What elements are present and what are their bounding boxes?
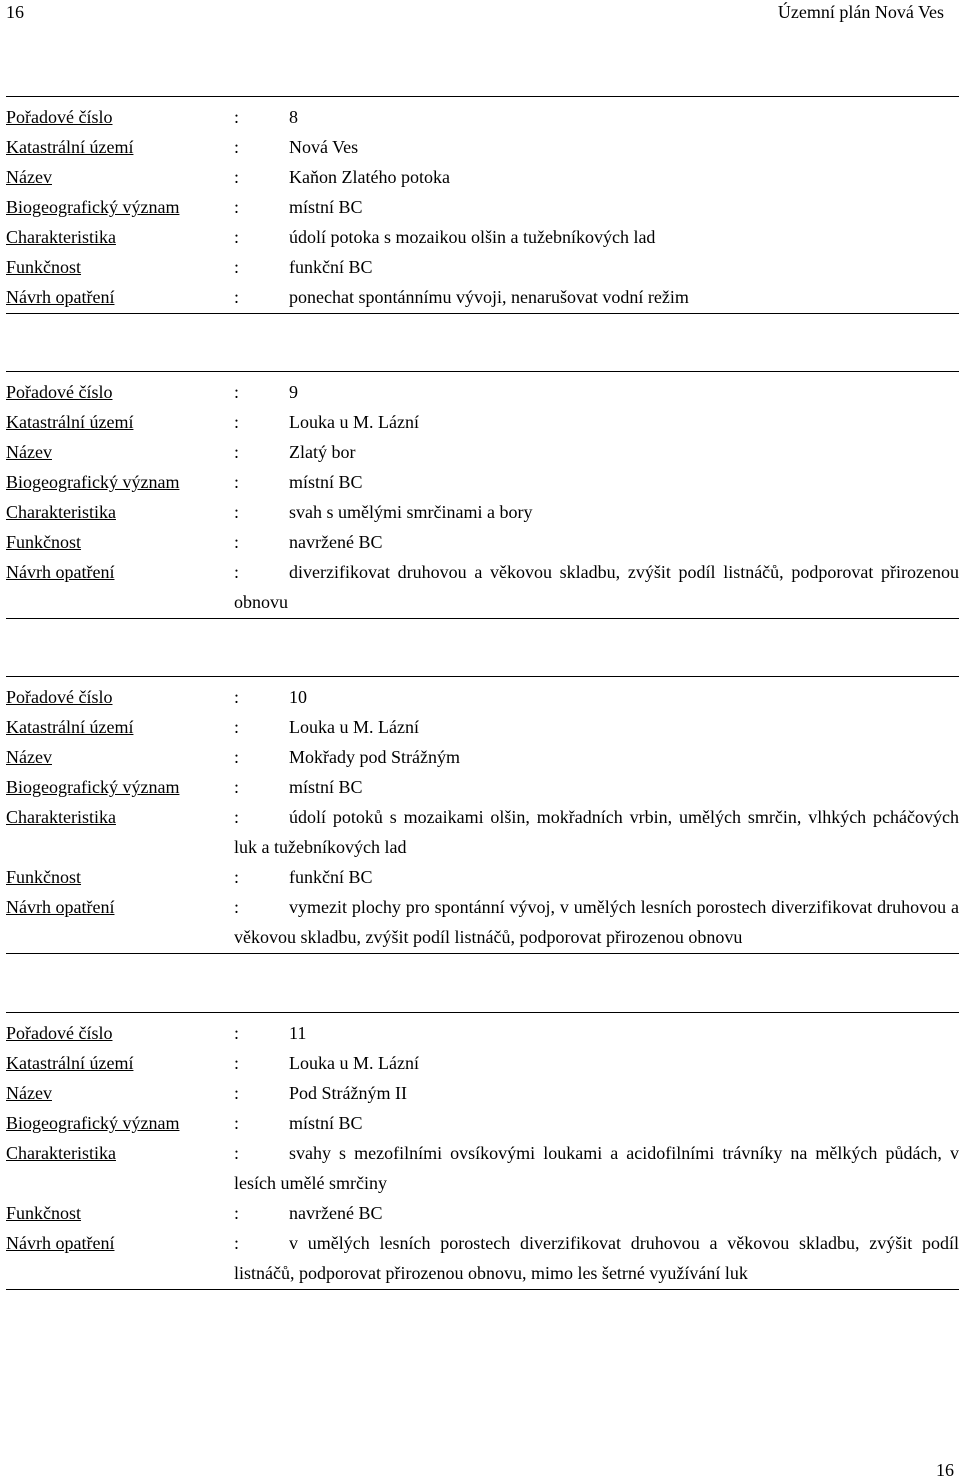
colon: : [234,1053,240,1073]
label-poradove: Pořadové číslo [6,1023,113,1043]
value-nazev: Kaňon Zlatého potoka [289,167,450,187]
colon: : [234,897,240,917]
colon: : [234,502,240,522]
row-katastralni [6,712,959,742]
bottom-rule [6,313,959,314]
bottom-rule [6,618,959,619]
value-poradove: 10 [289,687,307,707]
value-funkcnost: navržené BC [289,1203,383,1223]
label-nazev: Název [6,747,52,767]
colon: : [234,167,240,187]
value-nazev: Zlatý bor [289,442,356,462]
value-katastralni: Louka u M. Lázní [289,1053,419,1073]
value-navrh: ponechat spontánnímu vývoji, nenarušovat vodní režim [289,287,689,307]
row-charakteristika [6,497,959,527]
label-navrh: Návrh opatření [6,287,115,307]
colon: : [234,807,240,827]
row-charakteristika [6,802,959,862]
colon: : [234,1233,240,1253]
value-katastralni: Louka u M. Lázní [289,412,419,432]
label-biogeograficky: Biogeografický význam [6,1113,180,1133]
row-navrh [6,557,959,617]
value-poradove: 11 [289,1023,307,1043]
row-navrh [6,1228,959,1288]
colon: : [234,227,240,247]
value-charakteristika: údolí potoka s mozaikou olšin a tužebníkových lad [289,227,656,247]
row-funkcnost [6,527,959,557]
row-poradove [6,1018,959,1048]
value-charakteristika: údolí potoků s mozaikami olšin, mokřadních vrbin, umělých smrčin, vlhkých pcháčových luk a tužebníkových lad [234,807,959,857]
colon: : [234,562,240,582]
colon: : [234,1203,240,1223]
label-charakteristika: Charakteristika [6,502,116,522]
value-katastralni: Louka u M. Lázní [289,717,419,737]
colon: : [234,197,240,217]
colon: : [234,382,240,402]
bottom-rule [6,1289,959,1290]
label-charakteristika: Charakteristika [6,807,116,827]
row-navrh [6,892,959,952]
label-nazev: Název [6,442,52,462]
label-poradove: Pořadové číslo [6,107,113,127]
record-block [6,96,959,314]
colon: : [234,717,240,737]
label-charakteristika: Charakteristika [6,1143,116,1163]
value-biogeograficky: místní BC [289,777,363,797]
colon: : [234,1143,240,1163]
row-funkcnost [6,1198,959,1228]
row-funkcnost [6,862,959,892]
bottom-rule [6,953,959,954]
colon: : [234,442,240,462]
row-charakteristika [6,222,959,252]
record-block [6,371,959,619]
row-biogeograficky [6,467,959,497]
row-nazev [6,162,959,192]
value-navrh: vymezit plochy pro spontánní vývoj, v umělých lesních porostech diverzifikovat druhovou a věkovou skladbu, zvýšit podíl listnáčů, podporovat přirozenou obnovu [234,897,959,947]
value-poradove: 9 [289,382,298,402]
row-biogeograficky [6,192,959,222]
label-katastralni: Katastrální území [6,137,134,157]
value-poradove: 8 [289,107,298,127]
value-navrh: v umělých lesních porostech diverzifikovat druhovou a věkovou skladbu, zvýšit podíl listnáčů, podporovat přirozenou obnovu, mimo les šetrné využívání luk [234,1233,959,1283]
row-nazev [6,437,959,467]
colon: : [234,137,240,157]
colon: : [234,777,240,797]
value-nazev: Mokřady pod Strážným [289,747,460,767]
label-charakteristika: Charakteristika [6,227,116,247]
colon: : [234,532,240,552]
label-nazev: Název [6,167,52,187]
row-navrh [6,282,959,312]
label-nazev: Název [6,1083,52,1103]
value-funkcnost: funkční BC [289,257,373,277]
row-nazev [6,742,959,772]
page-header [6,2,944,26]
value-charakteristika: svah s umělými smrčinami a bory [289,502,533,522]
label-navrh: Návrh opatření [6,562,115,582]
colon: : [234,867,240,887]
row-poradove [6,102,959,132]
header-title: Územní plán Nová Ves [777,2,944,22]
row-katastralni [6,1048,959,1078]
row-poradove [6,682,959,712]
label-navrh: Návrh opatření [6,1233,115,1253]
label-biogeograficky: Biogeografický význam [6,197,180,217]
label-biogeograficky: Biogeografický význam [6,472,180,492]
row-nazev [6,1078,959,1108]
value-navrh: diverzifikovat druhovou a věkovou skladbu, zvýšit podíl listnáčů, podporovat přirozenou obnovu [234,562,959,612]
colon: : [234,107,240,127]
label-poradove: Pořadové číslo [6,687,113,707]
label-biogeograficky: Biogeografický význam [6,777,180,797]
label-funkcnost: Funkčnost [6,1203,82,1223]
value-funkcnost: navržené BC [289,532,383,552]
colon: : [234,1113,240,1133]
colon: : [234,287,240,307]
value-biogeograficky: místní BC [289,1113,363,1133]
footer-page-number: 16 [936,1460,954,1480]
label-navrh: Návrh opatření [6,897,115,917]
value-biogeograficky: místní BC [289,197,363,217]
label-katastralni: Katastrální území [6,412,134,432]
value-katastralni: Nová Ves [289,137,359,157]
colon: : [234,412,240,432]
label-funkcnost: Funkčnost [6,257,82,277]
label-funkcnost: Funkčnost [6,532,82,552]
row-biogeograficky [6,1108,959,1138]
row-funkcnost [6,252,959,282]
value-nazev: Pod Strážným II [289,1083,407,1103]
value-funkcnost: funkční BC [289,867,373,887]
row-katastralni [6,407,959,437]
colon: : [234,1083,240,1103]
label-katastralni: Katastrální území [6,717,134,737]
label-katastralni: Katastrální území [6,1053,134,1073]
header-page-number: 16 [6,2,24,22]
colon: : [234,257,240,277]
record-block [6,1012,959,1290]
row-biogeograficky [6,772,959,802]
colon: : [234,687,240,707]
label-poradove: Pořadové číslo [6,382,113,402]
row-charakteristika [6,1138,959,1198]
label-funkcnost: Funkčnost [6,867,82,887]
row-poradove [6,377,959,407]
colon: : [234,747,240,767]
value-biogeograficky: místní BC [289,472,363,492]
colon: : [234,472,240,492]
record-block [6,676,959,954]
row-katastralni [6,132,959,162]
value-charakteristika: svahy s mezofilními ovsíkovými loukami a acidofilními trávníky na mělkých půdách, v lesích umělé smrčiny [234,1143,959,1193]
colon: : [234,1023,240,1043]
